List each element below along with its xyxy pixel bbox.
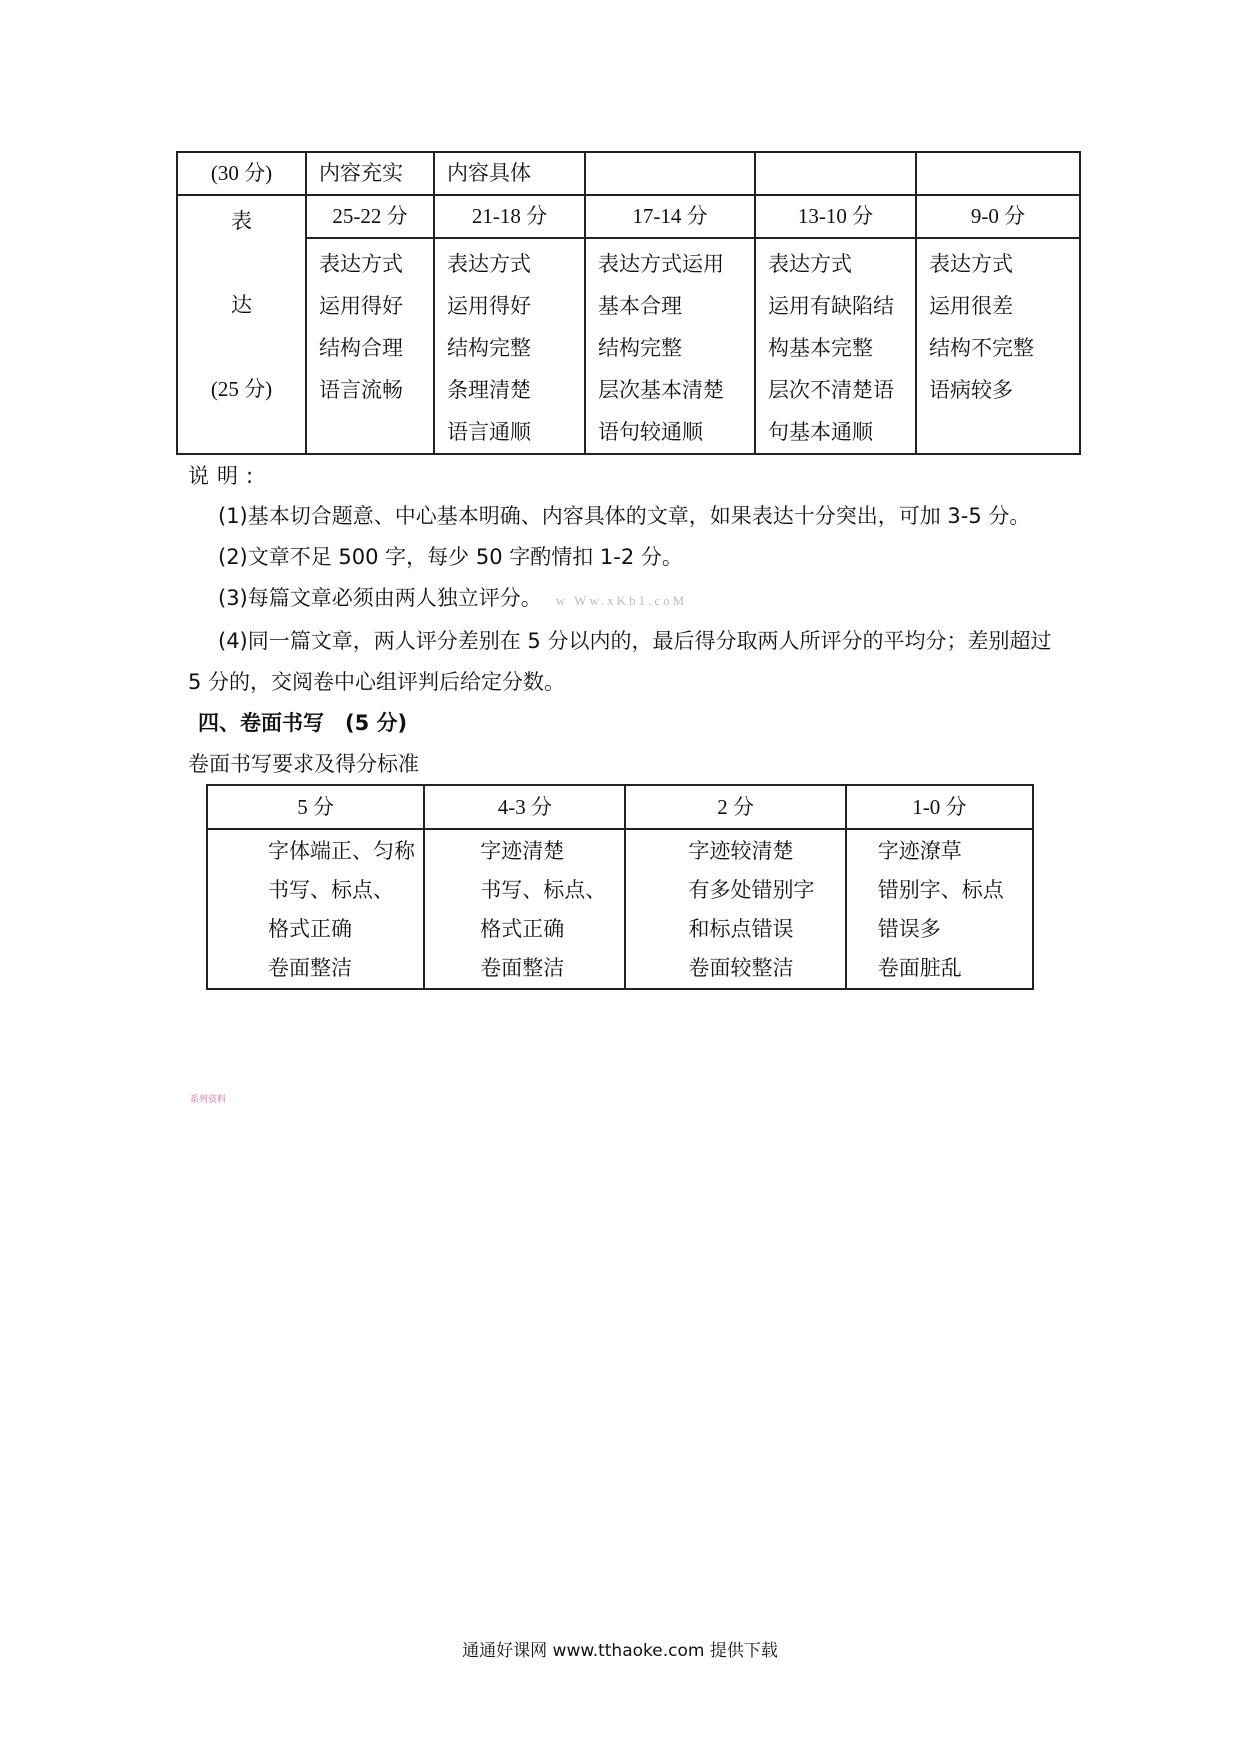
- table-row: [207, 829, 1033, 989]
- criteria-cell: 表达方式 运用得好 结构完整 条理清楚 语言通顺: [434, 238, 585, 454]
- score-header: 13-10 分: [755, 195, 916, 238]
- notes-section: [188, 456, 1068, 703]
- criteria-cell: 字体端正、匀称 书写、标点、 格式正确 卷面整洁: [207, 829, 424, 989]
- table-cell: (30 分): [177, 152, 306, 195]
- note-item: (4)同一篇文章，两人评分差别在 5 分以内的，最后得分取两人所评分的平均分；差别超过 5 分的，交阅卷中心组评判后给定分数。: [188, 629, 1052, 694]
- row-header-expression: [177, 195, 306, 454]
- score-header: 25-22 分: [306, 195, 434, 238]
- criteria-cell: 表达方式 运用得好 结构合理 语言流畅: [306, 238, 434, 454]
- score-header: 4-3 分: [424, 785, 625, 829]
- scoring-table-expression: [176, 151, 1081, 455]
- section-subtitle: 卷面书写要求及得分标准: [188, 752, 419, 776]
- criteria-cell: 表达方式运用 基本合理 结构完整 层次基本清楚 语句较通顺: [585, 238, 755, 454]
- score-header: 1-0 分: [846, 785, 1033, 829]
- section-title: 四、卷面书写 (5 分): [198, 711, 408, 735]
- table-cell: [585, 152, 755, 195]
- table-row: [207, 785, 1033, 829]
- watermark-text: w Ww.xKb1.coM: [555, 593, 688, 608]
- score-header: 21-18 分: [434, 195, 585, 238]
- table-cell: 内容具体: [434, 152, 585, 195]
- criteria-cell: 字迹较清楚 有多处错别字 和标点错误 卷面较整洁: [625, 829, 845, 989]
- score-header: 2 分: [625, 785, 845, 829]
- score-header: 17-14 分: [585, 195, 755, 238]
- note-item: (2)文章不足 500 字，每少 50 字酌情扣 1-2 分。: [218, 545, 683, 569]
- score-header: 5 分: [207, 785, 424, 829]
- note-item: (1)基本切合题意、中心基本明确、内容具体的文章，如果表达十分突出，可加 3-5 分。: [218, 504, 1031, 528]
- notes-label: 说明:: [188, 464, 262, 488]
- criteria-cell: 字迹潦草 错别字、标点 错误多 卷面脏乱: [846, 829, 1033, 989]
- note-item: (3)每篇文章必须由两人独立评分。 w Ww.xKb1.coM: [218, 586, 688, 610]
- side-label: 达: [231, 293, 252, 317]
- small-note: 系列资料: [190, 1095, 227, 1105]
- scoring-table-handwriting: [206, 784, 1034, 990]
- side-label: 表: [231, 209, 252, 233]
- criteria-cell: 表达方式 运用有缺陷结 构基本完整 层次不清楚语 句基本通顺: [755, 238, 916, 454]
- table-row: [177, 152, 1080, 195]
- side-label: (25 分): [210, 377, 273, 401]
- table-row: [177, 195, 1080, 238]
- page-footer: 通通好课网 www.tthaoke.com 提供下载: [462, 1641, 778, 1661]
- table-cell: 内容充实: [306, 152, 434, 195]
- score-header: 9-0 分: [916, 195, 1080, 238]
- criteria-cell: 字迹清楚 书写、标点、 格式正确 卷面整洁: [424, 829, 625, 989]
- table-row: [177, 238, 1080, 454]
- table-cell: [916, 152, 1080, 195]
- table-cell: [755, 152, 916, 195]
- criteria-cell: 表达方式 运用很差 结构不完整 语病较多: [916, 238, 1080, 454]
